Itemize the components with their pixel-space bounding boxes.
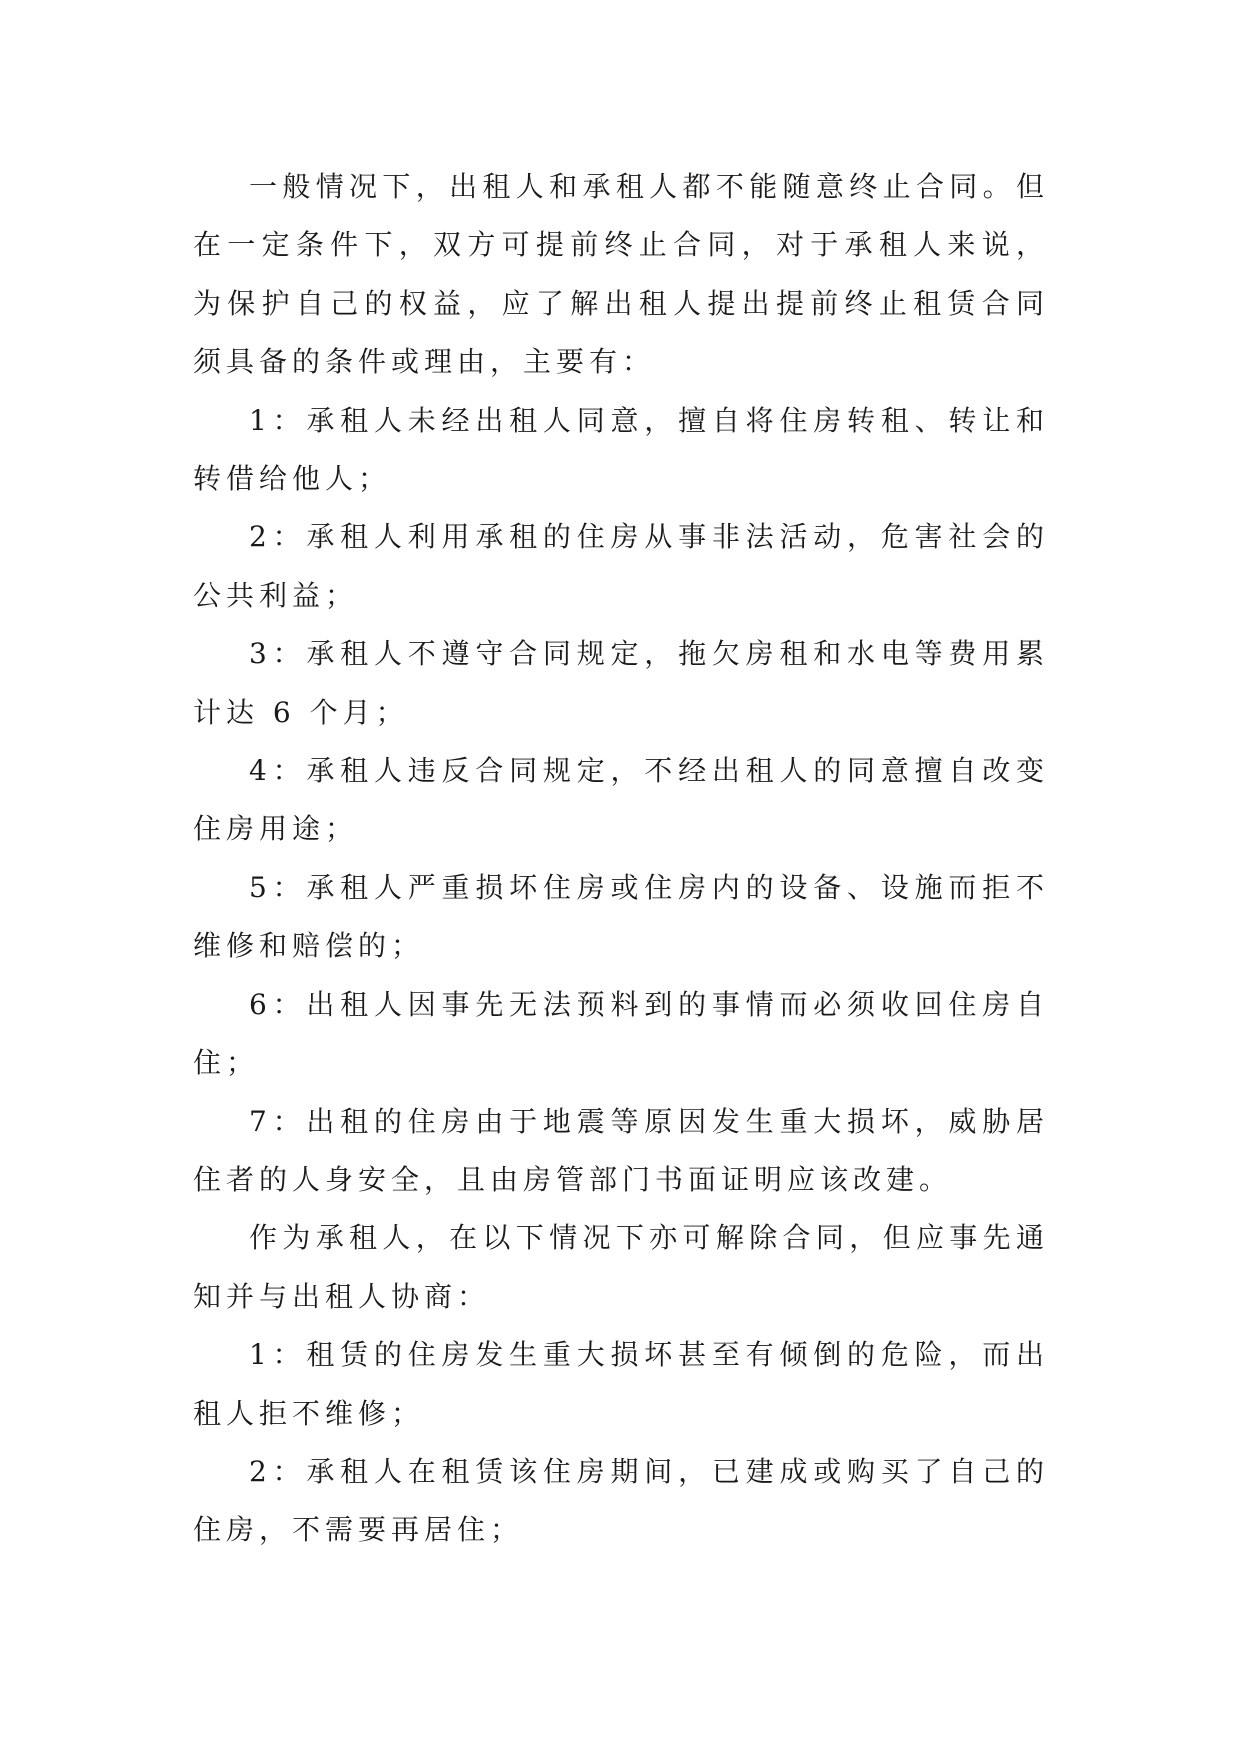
paragraph-intro: 一般情况下，出租人和承租人都不能随意终止合同。但在一定条件下，双方可提前终止合同，对于承租人来说，为保护自己的权益，应了解出租人提出提前终止租赁合同须具备的条件或理由，主要有：	[193, 170, 1049, 379]
list-item-landlord-1: 1：承租人未经出租人同意，擅自将住房转租、转让和转借给他人；	[193, 403, 1049, 496]
list-item-tenant-1: 1：租赁的住房发生重大损坏甚至有倾倒的危险，而出租人拒不维修；	[193, 1338, 1049, 1430]
paragraph-tenant-intro: 作为承租人，在以下情况下亦可解除合同，但应事先通知并与出租人协商：	[193, 1221, 1049, 1313]
list-item-landlord-7: 7：出租的住房由于地震等原因发生重大损坏，威胁居住者的人身安全，且由房管部门书面证明应该改建。	[193, 1104, 1049, 1196]
document-page	[193, 158, 1049, 1560]
list-item-tenant-2: 2：承租人在租赁该住房期间，已建成或购买了自己的住房，不需要再居住；	[193, 1454, 1049, 1547]
list-item-landlord-2: 2：承租人利用承租的住房从事非法活动，危害社会的公共利益；	[193, 520, 1049, 612]
list-item-landlord-4: 4：承租人违反合同规定，不经出租人的同意擅自改变住房用途；	[193, 754, 1049, 846]
list-item-landlord-5: 5：承租人严重损坏住房或住房内的设备、设施而拒不维修和赔偿的；	[193, 870, 1049, 963]
list-item-landlord-3: 3：承租人不遵守合同规定，拖欠房租和水电等费用累计达 6 个月；	[193, 637, 1049, 729]
list-item-landlord-6: 6：出租人因事先无法预料到的事情而必须收回住房自住；	[193, 987, 1049, 1080]
